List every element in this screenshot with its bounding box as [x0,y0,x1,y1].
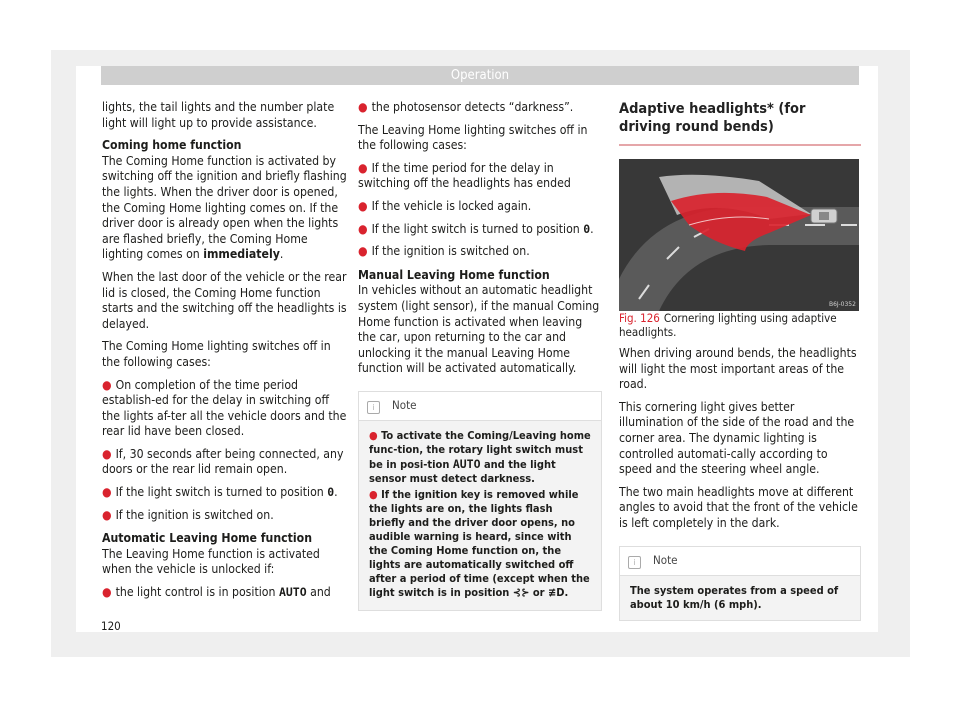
note-box [358,391,602,611]
list-item: ● If, 30 seconds after being connected, any doors or the rear lid remain open. [102,446,344,477]
paragraph: This cornering light gives better illumination of the side of the road and the corner area. The dynamic lighting is controlled automati-cally according to speed and the steering wheel angle. [619,399,855,477]
position-0-symbol: 0 [583,221,591,236]
list-item: ● If the ignition is switched on. [102,507,274,522]
list-item: ● On completion of the time period establish-ed for the delay in switching off the lights af-ter all the vehicle doors and the rear lid have been closed. [102,377,347,439]
note-item: ● If the ignition key is removed while the lights are on, the lights flash briefly and the driver door opens, no audible warning is heard, since with the Coming Home function on, the lights are automatically switched off after a period of time (except when the light switch is in position ⊰⊱ or ≢D. [369,487,590,599]
page-number: 120 [101,619,121,633]
list-item: ● If the vehicle is locked again. [358,198,532,213]
page-header: Operation [101,66,859,85]
auto-symbol: AUTO [452,456,481,471]
note-box [619,546,861,621]
section-title: Adaptive headlights* (for driving round bends) [619,100,861,146]
paragraph: When the last door of the vehicle or the rear lid is closed, the Coming Home function starts and the switching off the headlights is delayed. [102,269,347,331]
road-illustration [619,159,859,311]
paragraph: The Leaving Home lighting switches off in the following cases: [358,122,588,153]
list-item: ● the photosensor detects “darkness”. [358,100,574,114]
paragraph: The two main headlights move at different angles to avoid that the front of the vehicle is left completely in the dark. [619,484,858,530]
list-item: ● If the light switch is turned to position 0. [358,221,594,236]
list-item: ● If the ignition is switched on. [358,244,530,259]
column-3 [619,100,861,621]
column-1 [102,100,348,608]
cornering-light-figure [619,159,859,311]
subheading: Automatic Leaving Home function [102,531,313,546]
note-header: i Note [620,547,860,576]
paragraph: The Coming Home lighting switches off in the following cases: [102,339,331,369]
note-body [359,421,601,610]
paragraph: The Coming Home function is activated by switching off the ignition and briefly flashing the lights. When the driver door is opened, the Coming Home lighting comes on. If the driver door is already open when the lights are flashed briefly, the Coming Home lighting comes on immediately. [102,153,347,262]
figure-caption: Fig. 126 Cornering lighting using adaptive headlights. [619,311,837,339]
paragraph: In vehicles without an automatic headlight system (light sensor), if the manual Coming Home function is activated when leaving the car, upon returning to the car and unlocking it the manual Leaving Home function will be activated automatically. [358,283,600,376]
dipped-beam-icon: ≢D [547,585,565,599]
paragraph: The Leaving Home function is activated when the vehicle is unlocked if: [102,546,320,577]
column-2 [358,100,602,611]
position-0-symbol: 0 [327,485,335,500]
note-item: ● To activate the Coming/Leaving home func-tion, the rotary light switch must be in posi-tion AUTO and the light sensor must detect darkness. [369,428,591,485]
info-icon: i [367,401,380,414]
note-header: i Note [359,392,601,421]
subheading: Manual Leaving Home function [358,267,550,282]
info-icon: i [628,556,641,569]
figure-code: B6J-0352 [829,301,856,308]
auto-symbol: AUTO [278,585,307,600]
list-item: ● If the light switch is turned to position 0. [102,485,338,500]
subheading: Coming home function [102,138,242,153]
note-body: The system operates from a speed of about 10 km/h (6 mph). [630,583,839,611]
paragraph: When driving around bends, the headlights will light the most important areas of the road. [619,346,857,392]
parking-light-icon: ⊰⊱ [512,585,530,599]
paragraph: lights, the tail lights and the number plate light will light up to provide assistance. [102,100,335,130]
list-item: ● If the time period for the delay in switching off the headlights has ended [358,160,571,191]
list-item: ● the light control is in position AUTO and [102,585,331,600]
